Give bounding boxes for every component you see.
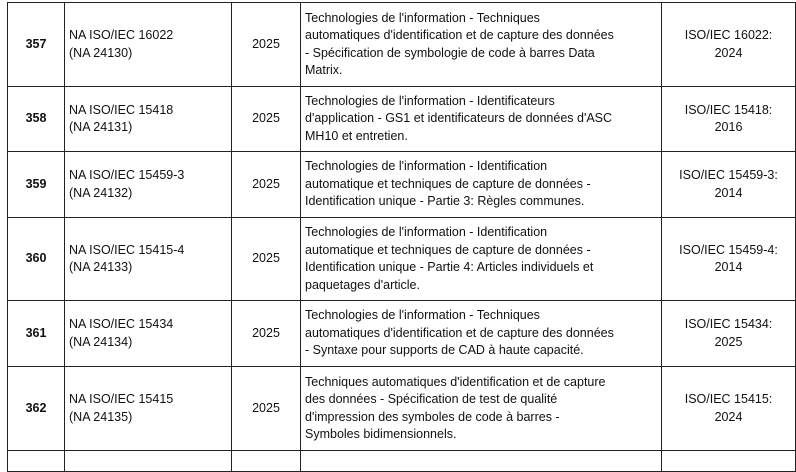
reference-na-code: (NA 24132): [69, 185, 133, 200]
equivalent-code: ISO/IEC 15415:: [684, 392, 773, 406]
empty-cell: [65, 451, 232, 472]
table-row: [8, 218, 796, 301]
table-row: [8, 152, 796, 218]
title-line: automatique et techniques de capture de données -: [305, 176, 591, 191]
title-line: Identification unique - Partie 3: Règles communes.: [305, 194, 585, 209]
title-line: - Syntaxe pour supports de CAD à haute capacité.: [305, 343, 584, 358]
row-number: 360: [8, 218, 65, 301]
standard-reference: [65, 152, 232, 218]
equivalent-standard: [662, 152, 796, 218]
equivalent-year: 2024: [714, 409, 743, 424]
title-line: Techniques automatiques d'identification et de capture: [305, 374, 606, 389]
empty-cell: [301, 451, 662, 472]
reference-na-code: (NA 24131): [69, 120, 133, 134]
standard-title: [301, 3, 662, 87]
standard-reference: [65, 3, 232, 87]
title-line: MH10 et entretien.: [305, 128, 408, 143]
title-line: automatiques d'identification et de capture des données: [305, 28, 614, 42]
title-line: d'application - GS1 et identificateurs de données d'ASC: [305, 111, 613, 126]
standard-title: [301, 301, 662, 367]
standard-title: [301, 152, 662, 218]
table-row: [8, 87, 796, 152]
publication-year: 2025: [232, 301, 301, 367]
title-line: paquetages d'article.: [305, 277, 420, 292]
standards-table: [7, 2, 796, 472]
table-row: [8, 451, 796, 472]
publication-year: 2025: [232, 152, 301, 218]
equivalent-code: ISO/IEC 16022:: [684, 28, 773, 42]
title-line: Identification unique - Partie 4: Articles individuels et: [305, 260, 594, 274]
row-number: 362: [8, 367, 65, 451]
publication-year: 2025: [232, 87, 301, 152]
standard-reference: [65, 367, 232, 451]
title-line: automatique et techniques de capture de données -: [305, 242, 591, 257]
standard-title: [301, 367, 662, 451]
standard-title: [301, 87, 662, 152]
empty-cell: [232, 451, 301, 472]
publication-year: 2025: [232, 218, 301, 301]
standard-reference: [65, 301, 232, 367]
reference-na-code: (NA 24134): [69, 334, 133, 349]
equivalent-standard: [662, 3, 796, 87]
equivalent-year: 2016: [714, 120, 743, 134]
title-line: d'impression des symboles de code à barres -: [305, 409, 560, 424]
reference-code: NA ISO/IEC 15415: [69, 392, 174, 406]
row-number: 361: [8, 301, 65, 367]
table-row: [8, 3, 796, 87]
publication-year: 2025: [232, 367, 301, 451]
standard-reference: [65, 218, 232, 301]
table-row: [8, 367, 796, 451]
reference-code: NA ISO/IEC 16022: [69, 28, 174, 42]
title-line: - Spécification de symbologie de code à barres Data: [305, 45, 595, 60]
standard-title: [301, 218, 662, 301]
reference-code: NA ISO/IEC 15434: [69, 317, 174, 331]
equivalent-standard: [662, 87, 796, 152]
publication-year: 2025: [232, 3, 301, 87]
empty-cell: [8, 451, 65, 472]
equivalent-code: ISO/IEC 15459-4:: [679, 242, 778, 257]
title-line: Technologies de l'information - Techniques: [305, 10, 540, 25]
title-line: Technologies de l'information - Identification: [305, 159, 548, 174]
equivalent-code: ISO/IEC 15434:: [684, 317, 773, 331]
reference-code: NA ISO/IEC 15459-3: [69, 168, 185, 182]
equivalent-year: 2025: [714, 334, 743, 349]
title-line: automatiques d'identification et de capture des données: [305, 325, 614, 340]
equivalent-standard: [662, 218, 796, 301]
title-line: Technologies de l'information - Identificateurs: [305, 93, 555, 108]
title-line: Matrix.: [305, 63, 343, 77]
title-line: des données - Spécification de test de qualité: [305, 392, 558, 406]
equivalent-year: 2024: [714, 45, 743, 60]
title-line: Technologies de l'information - Identification: [305, 225, 548, 239]
empty-cell: [662, 451, 796, 472]
equivalent-code: ISO/IEC 15418:: [684, 102, 773, 117]
reference-na-code: (NA 24135): [69, 409, 133, 424]
reference-na-code: (NA 24133): [69, 260, 133, 274]
row-number: 357: [8, 3, 65, 87]
equivalent-code: ISO/IEC 15459-3:: [679, 168, 778, 182]
equivalent-standard: [662, 301, 796, 367]
row-number: 358: [8, 87, 65, 152]
equivalent-year: 2014: [714, 185, 743, 200]
title-line: Symboles bidimensionnels.: [305, 427, 457, 441]
equivalent-standard: [662, 367, 796, 451]
reference-code: NA ISO/IEC 15415-4: [69, 242, 185, 257]
standard-reference: [65, 87, 232, 152]
table-row: [8, 301, 796, 367]
equivalent-year: 2014: [714, 260, 743, 274]
reference-na-code: (NA 24130): [69, 45, 133, 60]
title-line: Technologies de l'information - Techniques: [305, 308, 540, 323]
row-number: 359: [8, 152, 65, 218]
reference-code: NA ISO/IEC 15418: [69, 102, 174, 117]
